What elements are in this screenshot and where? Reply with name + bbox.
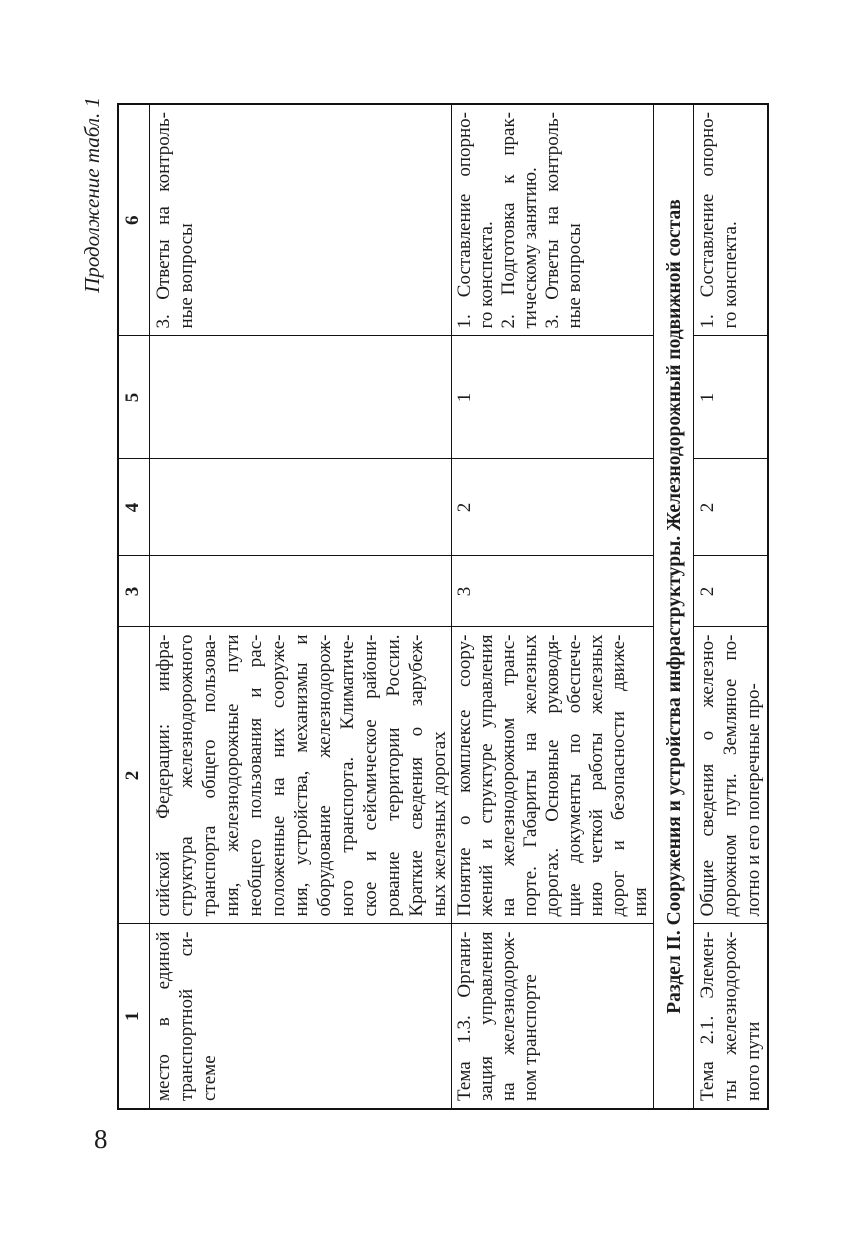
cell-text-line: тическому занятию. bbox=[519, 167, 541, 329]
table-row-tema-1-2-continuation bbox=[149, 104, 451, 1109]
column-header-2: 2 bbox=[118, 627, 149, 924]
cell-text-line: ты железнодорож- bbox=[719, 931, 741, 1101]
cell-text-line: 3. Ответы на контроль- bbox=[152, 112, 174, 329]
cell-tema-1-2-continuation-col6 bbox=[149, 104, 451, 336]
column-header-4: 4 bbox=[118, 459, 149, 556]
cell-text-line: го конспекта. bbox=[475, 221, 497, 329]
cell-text-line: 1 bbox=[453, 392, 475, 403]
cell-tema-2-1-col3 bbox=[693, 556, 768, 627]
cell-text-line: ния, устройства, механизмы и bbox=[290, 634, 312, 917]
cell-text-line: 2 bbox=[696, 586, 718, 597]
cell-text-line: ные вопросы bbox=[563, 223, 585, 329]
cell-text-line: зация управления bbox=[475, 931, 497, 1101]
cell-tema-2-1-col6 bbox=[693, 104, 768, 336]
cell-text-line: рование территории России. bbox=[382, 634, 404, 917]
cell-text-line: 1 bbox=[696, 392, 718, 403]
cell-tema-1-3-col5 bbox=[451, 336, 653, 459]
cell-text-line: дорожном пути. Земляное по- bbox=[719, 634, 741, 917]
cell-tema-1-3-col3 bbox=[451, 556, 653, 627]
table-body bbox=[149, 104, 768, 1109]
cell-text-line: сийской Федерации: инфра- bbox=[152, 634, 174, 917]
cell-tema-1-3-col1 bbox=[451, 924, 653, 1109]
table-row-section-razdel-2 bbox=[653, 104, 693, 1109]
cell-text-line: Тема 1.3. Органи- bbox=[453, 931, 475, 1101]
cell-text-line: Тема 2.1. Элемен- bbox=[696, 931, 718, 1101]
section-header-cell bbox=[653, 104, 693, 1109]
cell-text-line: положенные на них сооруже- bbox=[267, 634, 289, 917]
cell-text-line: 3 bbox=[453, 586, 475, 597]
cell-text-line: ных железных дорогах bbox=[428, 731, 450, 917]
cell-text-line: 2 bbox=[696, 502, 718, 513]
cell-text-line: ское и сейсмическое райони- bbox=[359, 634, 381, 917]
page-number: 8 bbox=[94, 1124, 108, 1154]
cell-text-line: щие документы по обеспече- bbox=[563, 634, 585, 917]
cell-text-line: ного транспорта. Климатиче- bbox=[336, 634, 358, 917]
cell-text-line: лотно и его поперечные про- bbox=[742, 683, 764, 917]
cell-tema-2-1-col2 bbox=[693, 627, 768, 924]
cell-text-line: нию четкой работы железных bbox=[585, 634, 607, 917]
cell-text-line: жений и структуре управления bbox=[475, 634, 497, 917]
cell-tema-1-3-col4 bbox=[451, 459, 653, 556]
cell-tema-1-2-continuation-col4 bbox=[149, 459, 451, 556]
cell-text-line: го конспекта. bbox=[719, 221, 741, 329]
cell-tema-2-1-col4 bbox=[693, 459, 768, 556]
cell-tema-1-2-continuation-col5 bbox=[149, 336, 451, 459]
cell-text-line: ния, железнодорожные пути bbox=[221, 634, 243, 917]
cell-text-line: транспорта общего пользова- bbox=[198, 634, 220, 917]
column-header-3: 3 bbox=[118, 556, 149, 627]
cell-text-line: дорог и безопасности движе- bbox=[607, 634, 629, 917]
cell-text-line: структура железнодорожного bbox=[175, 634, 197, 917]
cell-text-line: дорогах. Основные руководя- bbox=[541, 634, 563, 917]
cell-text-line: на железнодорож- bbox=[497, 931, 519, 1101]
section-header-text: Раздел II. Сооружения и устройства инфраструктуры. Железнодорожный подвижной состав bbox=[663, 199, 685, 1014]
cell-text-line: ном транспорте bbox=[519, 974, 541, 1101]
cell-text-line: стеме bbox=[198, 1055, 220, 1101]
rotated-landscape-content bbox=[72, 97, 767, 1110]
table-continuation-caption: Продолжение табл. 1 bbox=[80, 97, 104, 293]
cell-text-line: 2. Подготовка к прак- bbox=[497, 112, 519, 329]
cell-text-line: 3. Ответы на контроль- bbox=[541, 112, 563, 329]
cell-text-line: ного пути bbox=[742, 1021, 764, 1101]
cell-text-line: 1. Составление опорно- bbox=[453, 112, 475, 329]
cell-text-line: на железнодорожном транс- bbox=[497, 634, 519, 917]
cell-text-line: ные вопросы bbox=[175, 223, 197, 329]
cell-tema-1-2-continuation-col1 bbox=[149, 924, 451, 1109]
table-header-row bbox=[118, 104, 149, 1109]
cell-tema-2-1-col1 bbox=[693, 924, 768, 1109]
cell-text-line: Общие сведения о железно- bbox=[696, 634, 718, 917]
cell-text-line: транспортной си- bbox=[175, 931, 197, 1101]
cell-tema-2-1-col5 bbox=[693, 336, 768, 459]
cell-tema-1-3-col6 bbox=[451, 104, 653, 336]
cell-tema-1-2-continuation-col2 bbox=[149, 627, 451, 924]
column-header-1: 1 bbox=[118, 924, 149, 1109]
cell-text-line: порте. Габариты на железных bbox=[519, 634, 541, 917]
cell-tema-1-2-continuation-col3 bbox=[149, 556, 451, 627]
table-row-tema-1-3 bbox=[451, 104, 653, 1109]
cell-tema-1-3-col2 bbox=[451, 627, 653, 924]
cell-text-line: 1. Составление опорно- bbox=[696, 112, 718, 329]
cell-text-line: место в единой bbox=[152, 931, 174, 1101]
table-row-tema-2-1 bbox=[693, 104, 768, 1109]
schedule-table bbox=[117, 103, 769, 1110]
cell-text-line: Понятие о комплексе соору- bbox=[453, 634, 475, 917]
column-header-5: 5 bbox=[118, 336, 149, 459]
column-header-6: 6 bbox=[118, 104, 149, 336]
cell-text-line: необщего пользования и рас- bbox=[244, 634, 266, 917]
cell-text-line: ния bbox=[629, 887, 651, 917]
cell-text-line: Краткие сведения о зарубеж- bbox=[405, 634, 427, 917]
cell-text-line: 2 bbox=[453, 502, 475, 513]
table-header bbox=[118, 104, 149, 1109]
cell-text-line: оборудование железнодорож- bbox=[313, 634, 335, 917]
